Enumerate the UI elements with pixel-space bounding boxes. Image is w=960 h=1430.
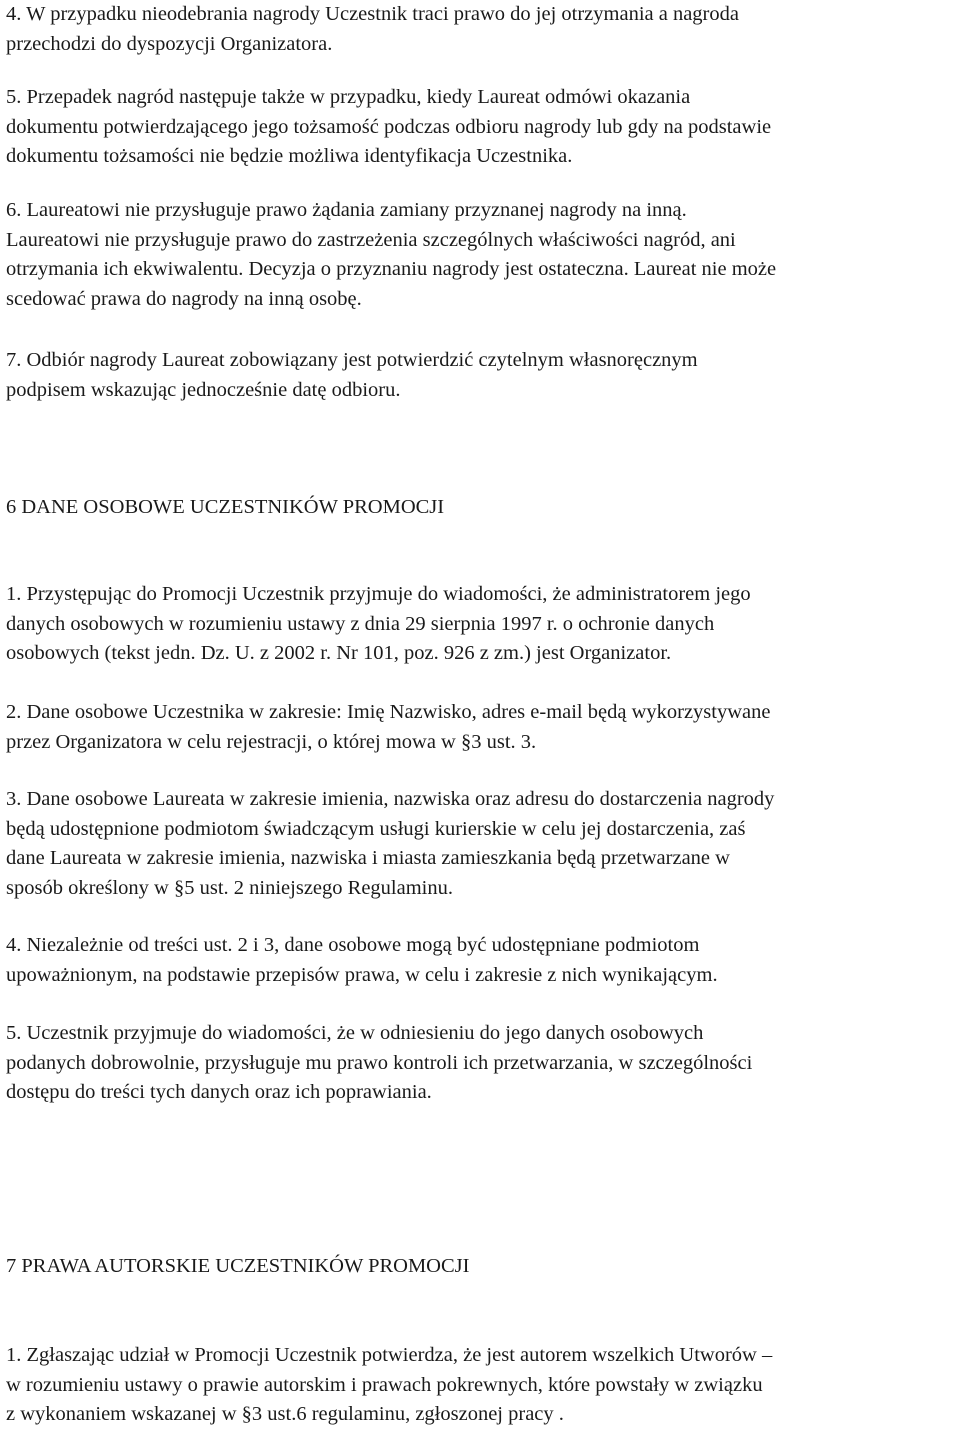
text-line: scedować prawa do nagrody na inną osobę. <box>6 287 362 310</box>
text-line: 1. Przystępując do Promocji Uczestnik przyjmuje do wiadomości, że administratorem jego <box>6 583 751 605</box>
text-line: osobowych (tekst jedn. Dz. U. z 2002 r. Nr 101, poz. 926 z zm.) jest Organizator. <box>6 642 672 664</box>
text-line: otrzymania ich ekwiwalentu. Decyzja o przyznaniu nagrody jest ostateczna. Laureat nie może <box>6 258 777 280</box>
paragraph-prize-forfeit <box>6 0 739 59</box>
paragraph-data-rights <box>6 1019 752 1108</box>
section-title: 6 DANE OSOBOWE UCZESTNIKÓW PROMOCJI <box>6 496 445 518</box>
text-line: będą udostępnione podmiotom świadczącym usługi kurierskie w celu jej dostarczenia, zaś <box>6 817 746 840</box>
paragraph-winner-data <box>6 785 774 903</box>
text-line: upoważnionym, na podstawie przepisów prawa, w celu i zakresie z nich wynikającym. <box>6 963 718 986</box>
text-line: przez Organizatora w celu rejestracji, o której mowa w §3 ust. 3. <box>6 730 537 753</box>
text-line: 5. Uczestnik przyjmuje do wiadomości, że w odniesieniu do jego danych osobowych <box>6 1022 704 1044</box>
text-line: przechodzi do dyspozycji Organizatora. <box>6 32 333 55</box>
text-line: 2. Dane osobowe Uczestnika w zakresie: Imię Nazwisko, adres e-mail będą wykorzystywane <box>6 701 771 723</box>
text-line: w rozumieniu ustawy o prawie autorskim i prawach pokrewnych, które powstały w związku <box>6 1373 763 1396</box>
text-line: 4. W przypadku nieodebrania nagrody Uczestnik traci prawo do jej otrzymania a nagroda <box>6 3 739 25</box>
section-heading-copyright <box>6 1252 469 1282</box>
text-line: 5. Przepadek nagród następuje także w przypadku, kiedy Laureat odmówi okazania <box>6 86 691 108</box>
text-line: podpisem wskazując jednocześnie datę odbioru. <box>6 378 401 401</box>
paragraph-receipt-signature <box>6 346 698 405</box>
paragraph-data-sharing <box>6 931 718 990</box>
text-line: dokumentu tożsamości nie będzie możliwa identyfikacja Uczestnika. <box>6 145 573 167</box>
text-line: Laureatowi nie przysługuje prawo do zastrzeżenia szczególnych właściwości nagród, ani <box>6 228 736 251</box>
paragraph-data-administrator <box>6 580 751 669</box>
text-line: dokumentu potwierdzającego jego tożsamość podczas odbioru nagrody lub gdy na podstawie <box>6 115 772 138</box>
text-line: z wykonaniem wskazanej w §3 ust.6 regulaminu, zgłoszonej pracy . <box>6 1403 564 1425</box>
text-line: dostępu do treści tych danych oraz ich poprawiania. <box>6 1081 432 1103</box>
text-line: podanych dobrowolnie, przysługuje mu prawo kontroli ich przetwarzania, w szczególności <box>6 1051 753 1074</box>
text-line: dane Laureata w zakresie imienia, nazwiska i miasta zamieszkania będą przetwarzane w <box>6 847 730 869</box>
section-title: 7 PRAWA AUTORSKIE UCZESTNIKÓW PROMOCJI <box>6 1255 470 1277</box>
paragraph-data-usage <box>6 698 771 757</box>
text-line: sposób określony w §5 ust. 2 niniejszego Regulaminu. <box>6 876 453 899</box>
paragraph-authorship <box>6 1341 772 1430</box>
text-line: 3. Dane osobowe Laureata w zakresie imienia, nazwiska oraz adresu do dostarczenia nagrody <box>6 788 775 810</box>
text-line: 7. Odbiór nagrody Laureat zobowiązany jest potwierdzić czytelnym własnoręcznym <box>6 349 698 371</box>
text-line: 1. Zgłaszając udział w Promocji Uczestnik potwierdza, że jest autorem wszelkich Utworów – <box>6 1344 773 1366</box>
text-line: 6. Laureatowi nie przysługuje prawo żądania zamiany przyznanej nagrody na inną. <box>6 199 687 221</box>
text-line: danych osobowych w rozumieniu ustawy z dnia 29 sierpnia 1997 r. o ochronie danych <box>6 612 715 635</box>
paragraph-no-exchange <box>6 196 776 314</box>
paragraph-prize-loss-identity <box>6 83 771 172</box>
text-line: 4. Niezależnie od treści ust. 2 i 3, dane osobowe mogą być udostępniane podmiotom <box>6 934 700 956</box>
section-heading-personal-data <box>6 493 444 523</box>
